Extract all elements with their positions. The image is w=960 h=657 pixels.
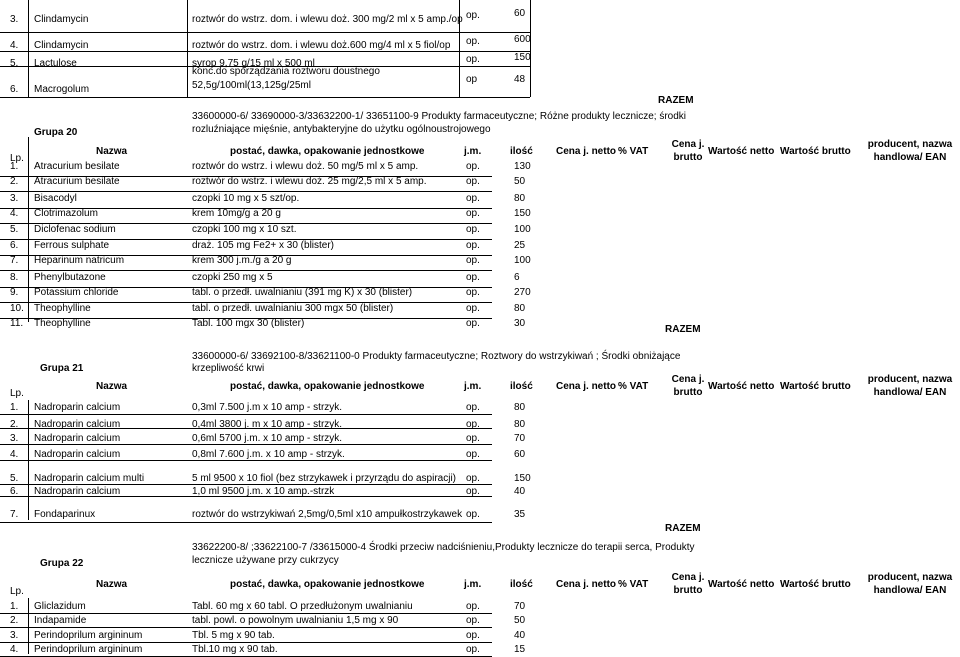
row-lp: 4. [10,644,19,655]
row-nazwa: Nadroparin calcium [34,449,121,460]
row-postac: 0,4ml 3800 j. m x 10 amp - strzyk. [192,419,343,430]
row-jm: op. [466,419,480,430]
row-ilosc: 150 [514,52,531,63]
header-producent-2: handlowa/ EAN [873,585,947,596]
row-nazwa: Potassium chloride [34,287,119,298]
row-border [0,496,492,497]
group-description-line2: lecznicze używane przy cukrzycy [192,555,339,566]
row-ilosc: 600 [514,34,531,45]
row-jm: op. [466,601,480,612]
header-cena-brutto-2: brutto [673,387,703,398]
group-name: Grupa 22 [40,558,84,569]
razem-label: RAZEM [658,95,694,106]
row-jm: op. [466,486,480,497]
row-border [0,484,492,485]
row-border [0,613,492,614]
row-ilosc: 60 [514,8,526,19]
header-vat: % VAT [618,146,649,157]
header-vat: % VAT [618,381,649,392]
row-border [0,428,492,429]
row-jm: op [466,74,478,85]
row-postac: tabl. powl. o powolnym uwalnianiu 1,5 mg x 90 [192,615,399,626]
header-jm: j.m. [464,579,482,590]
row-jm: op. [466,208,480,219]
header-wartosc-brutto: Wartość brutto [780,381,851,392]
row-lp: 2. [10,419,19,430]
row-nazwa: Nadroparin calcium [34,486,121,497]
row-jm: op. [466,176,480,187]
row-lp: 6. [10,486,19,497]
row-jm: op. [466,509,480,520]
row-lp: 2. [10,615,19,626]
row-jm: op. [466,449,480,460]
row-nazwa: Theophylline [34,318,91,329]
row-ilosc: 150 [514,473,531,484]
row-nazwa: Ferrous sulphate [34,240,110,251]
row-lp: 5. [10,473,19,484]
row-postac: 0,8ml 7.600 j.m. x 10 amp - strzyk. [192,449,345,460]
row-ilosc: 30 [514,318,526,329]
row-nazwa: Heparinum natricum [34,255,125,266]
row-ilosc: 70 [514,433,526,444]
row-nazwa: Atracurium besilate [34,161,120,172]
row-nazwa: Atracurium besilate [34,176,120,187]
header-nazwa: Nazwa [96,381,128,392]
header-jm: j.m. [464,381,482,392]
group-description-line1: 33600000-6/ 33692100-8/33621100-0 Produkty farmaceutyczne; Roztwory do wstrzykiwań ; Środki obniżające [192,351,681,362]
row-jm: op. [466,161,480,172]
column-border [187,0,188,97]
row-postac: 0,3ml 7.500 j.m x 10 amp - strzyk. [192,402,343,413]
header-cena-netto: Cena j. netto [556,146,617,157]
header-postac: postać, dawka, opakowanie jednostkowe [230,579,425,590]
column-border [28,0,29,97]
row-jm: op. [466,10,480,21]
row-nazwa: Nadroparin calcium [34,419,121,430]
row-border [0,522,492,523]
header-postac: postać, dawka, opakowanie jednostkowe [230,381,425,392]
header-producent-1: producent, nazwa [867,572,953,583]
row-lp: 6. [10,240,19,251]
row-jm: op. [466,224,480,235]
row-nazwa: Phenylbutazone [34,272,106,283]
row-lp: 5. [10,224,19,235]
row-ilosc: 6 [514,272,520,283]
row-jm: op. [466,240,480,251]
row-ilosc: 80 [514,193,526,204]
row-ilosc: 130 [514,161,531,172]
row-jm: op. [466,287,480,298]
row-border [0,97,530,98]
row-nazwa: Lactulose [34,58,77,69]
row-postac: tabl. o przedł. uwalnianiu (391 mg K) x 30 (blister) [192,287,413,298]
row-postac: roztwór do wstrz. i wlewu doż. 50 mg/5 ml x 5 amp. [192,161,419,172]
row-jm: op. [466,54,480,65]
header-ilosc: ilość [510,146,533,157]
row-ilosc: 100 [514,224,531,235]
row-nazwa: Clotrimazolum [34,208,98,219]
column-border [530,0,531,97]
column-border [28,598,29,654]
row-postac: 0,6ml 5700 j.m. x 10 amp - strzyk. [192,433,343,444]
header-nazwa: Nazwa [96,146,128,157]
row-lp: 5. [10,58,19,69]
row-lp: 3. [10,433,19,444]
group-name: Grupa 21 [40,363,84,374]
group-description-line1: 33600000-6/ 33690000-3/33632200-1/ 33651100-9 Produkty farmaceutyczne; Różne produkty lecznicze; środki [192,111,687,122]
row-ilosc: 40 [514,630,526,641]
header-wartosc-brutto: Wartość brutto [780,579,851,590]
row-ilosc: 100 [514,255,531,266]
header-cena-brutto-1: Cena j. [671,139,705,150]
row-lp: 1. [10,601,19,612]
row-ilosc: 50 [514,615,526,626]
header-lp: Lp. [10,586,24,597]
row-postac: 1,0 ml 9500 j.m. x 10 amp.-strzk [192,486,335,497]
header-producent-2: handlowa/ EAN [873,152,947,163]
row-postac: roztwór do wstrz. dom. i wlewu doż.600 mg/4 ml x 5 fiol/op [192,40,451,51]
row-nazwa: Macrogolum [34,84,90,95]
row-jm: op. [466,433,480,444]
header-producent-1: producent, nazwa [867,139,953,150]
row-lp: 2. [10,176,19,187]
row-jm: op. [466,303,480,314]
column-border [459,0,460,97]
group-description-line2: krzepliwość krwi [192,363,265,374]
header-cena-brutto-2: brutto [673,585,703,596]
header-cena-netto: Cena j. netto [556,579,617,590]
row-lp: 3. [10,14,19,25]
razem-label: RAZEM [665,324,701,335]
row-lp: 3. [10,193,19,204]
header-wartosc-netto: Wartość netto [708,146,775,157]
row-lp: 9. [10,287,19,298]
row-jm: op. [466,36,480,47]
row-postac: Tbl. 5 mg x 90 tab. [192,630,275,641]
row-border [0,191,492,192]
row-postac: roztwór do wstrzykiwań 2,5mg/0,5ml x10 ampułkostrzykawek [192,509,463,520]
row-postac: krem 10mg/g a 20 g [192,208,281,219]
row-lp: 8. [10,272,19,283]
row-ilosc: 70 [514,601,526,612]
row-lp: 3. [10,630,19,641]
row-postac: krem 300 j.m./g a 20 g [192,255,292,266]
row-lp: 4. [10,40,19,51]
row-border [0,642,492,643]
row-lp: 10. [10,303,24,314]
row-ilosc: 50 [514,176,526,187]
row-border [0,460,492,461]
row-border [0,627,492,628]
row-lp: 7. [10,255,19,266]
row-postac: Tabl. 60 mg x 60 tabl. O przedłużonym uwalnianiu [192,601,413,612]
row-postac: roztwór do wstrz. i wlewu doż. 25 mg/2,5 ml x 5 amp. [192,176,427,187]
row-nazwa: Fondaparinux [34,509,96,520]
row-ilosc: 150 [514,208,531,219]
row-nazwa: Clindamycin [34,14,89,25]
row-postac: draż. 105 mg Fe2+ x 30 (blister) [192,240,335,251]
razem-label: RAZEM [665,523,701,534]
header-vat: % VAT [618,579,649,590]
row-nazwa: Diclofenac sodium [34,224,116,235]
row-ilosc: 80 [514,303,526,314]
group-description-line1: 33622200-8/ ;33622100-7 /33615000-4 Środki przeciw nadciśnieniu,Produkty lecznicze do terapii serca, Produkty [192,542,695,553]
row-ilosc: 35 [514,509,526,520]
header-cena-brutto-1: Cena j. [671,572,705,583]
header-postac: postać, dawka, opakowanie jednostkowe [230,146,425,157]
row-postac: czopki 250 mg x 5 [192,272,273,283]
row-lp: 7. [10,509,19,520]
header-cena-netto: Cena j. netto [556,381,617,392]
row-border [0,444,492,445]
row-postac: tabl. o przedł. uwalnianiu 300 mgx 50 (blister) [192,303,394,314]
header-cena-brutto-1: Cena j. [671,374,705,385]
row-border [0,51,530,52]
header-cena-brutto-2: brutto [673,152,703,163]
row-postac: Tabl. 100 mgx 30 (blister) [192,318,305,329]
row-lp: 11. [10,318,24,329]
row-border [0,32,530,33]
header-wartosc-netto: Wartość netto [708,381,775,392]
row-jm: op. [466,630,480,641]
row-jm: op. [466,318,480,329]
row-jm: op. [466,615,480,626]
row-ilosc: 40 [514,486,526,497]
row-ilosc: 270 [514,287,531,298]
group-description-line2: rozluźniające mięśnie, antybakteryjne do użytku ogólnoustrojowego [192,124,491,135]
row-postac: syrop 9,75 g/15 ml x 500 ml [192,58,315,69]
column-border [28,137,29,322]
row-border [0,270,492,271]
row-lp: 6. [10,84,19,95]
row-ilosc: 15 [514,644,526,655]
header-lp: Lp. [10,388,24,399]
row-nazwa: Nadroparin calcium [34,402,121,413]
row-postac-line1: konc.do sporządzania roztworu doustnego [192,66,380,77]
row-nazwa: Gliclazidum [34,601,86,612]
row-border [0,414,492,415]
header-ilosc: ilość [510,579,533,590]
row-nazwa: Indapamide [34,615,87,626]
row-ilosc: 60 [514,449,526,460]
row-nazwa: Nadroparin calcium multi [34,473,145,484]
header-lp: Lp. [10,153,24,164]
group-name: Grupa 20 [34,127,78,138]
row-ilosc: 80 [514,402,526,413]
row-jm: op. [466,402,480,413]
row-nazwa: Bisacodyl [34,193,77,204]
header-ilosc: ilość [510,381,533,392]
row-jm: op. [466,272,480,283]
header-wartosc-brutto: Wartość brutto [780,146,851,157]
row-nazwa: Clindamycin [34,40,89,51]
row-lp: 4. [10,449,19,460]
row-nazwa: Nadroparin calcium [34,433,121,444]
row-jm: op. [466,193,480,204]
row-postac: roztwór do wstrz. dom. i wlewu doż. 300 mg/2 ml x 5 amp./op [192,14,463,25]
row-lp: 4. [10,208,19,219]
row-lp: 1. [10,402,19,413]
header-wartosc-netto: Wartość netto [708,579,775,590]
row-nazwa: Perindoprilum argininum [34,644,143,655]
row-postac: 5 ml 9500 x 10 fiol (bez strzykawek i przyrządu do aspiracji) [192,473,456,484]
row-postac: Tbl.10 mg x 90 tab. [192,644,278,655]
row-jm: op. [466,644,480,655]
header-nazwa: Nazwa [96,579,128,590]
row-ilosc: 80 [514,419,526,430]
row-jm: op. [466,255,480,266]
row-nazwa: Perindoprilum argininum [34,630,143,641]
row-ilosc: 48 [514,74,526,85]
header-producent-1: producent, nazwa [867,374,953,385]
row-jm: op. [466,473,480,484]
row-postac-line2: 52,5g/100ml(13,125g/25ml [192,80,311,91]
row-ilosc: 25 [514,240,526,251]
row-border [0,66,530,67]
row-nazwa: Theophylline [34,303,91,314]
header-jm: j.m. [464,146,482,157]
row-postac: czopki 10 mg x 5 szt/op. [192,193,300,204]
row-postac: czopki 100 mg x 10 szt. [192,224,297,235]
header-producent-2: handlowa/ EAN [873,387,947,398]
row-lp: 1. [10,161,19,172]
